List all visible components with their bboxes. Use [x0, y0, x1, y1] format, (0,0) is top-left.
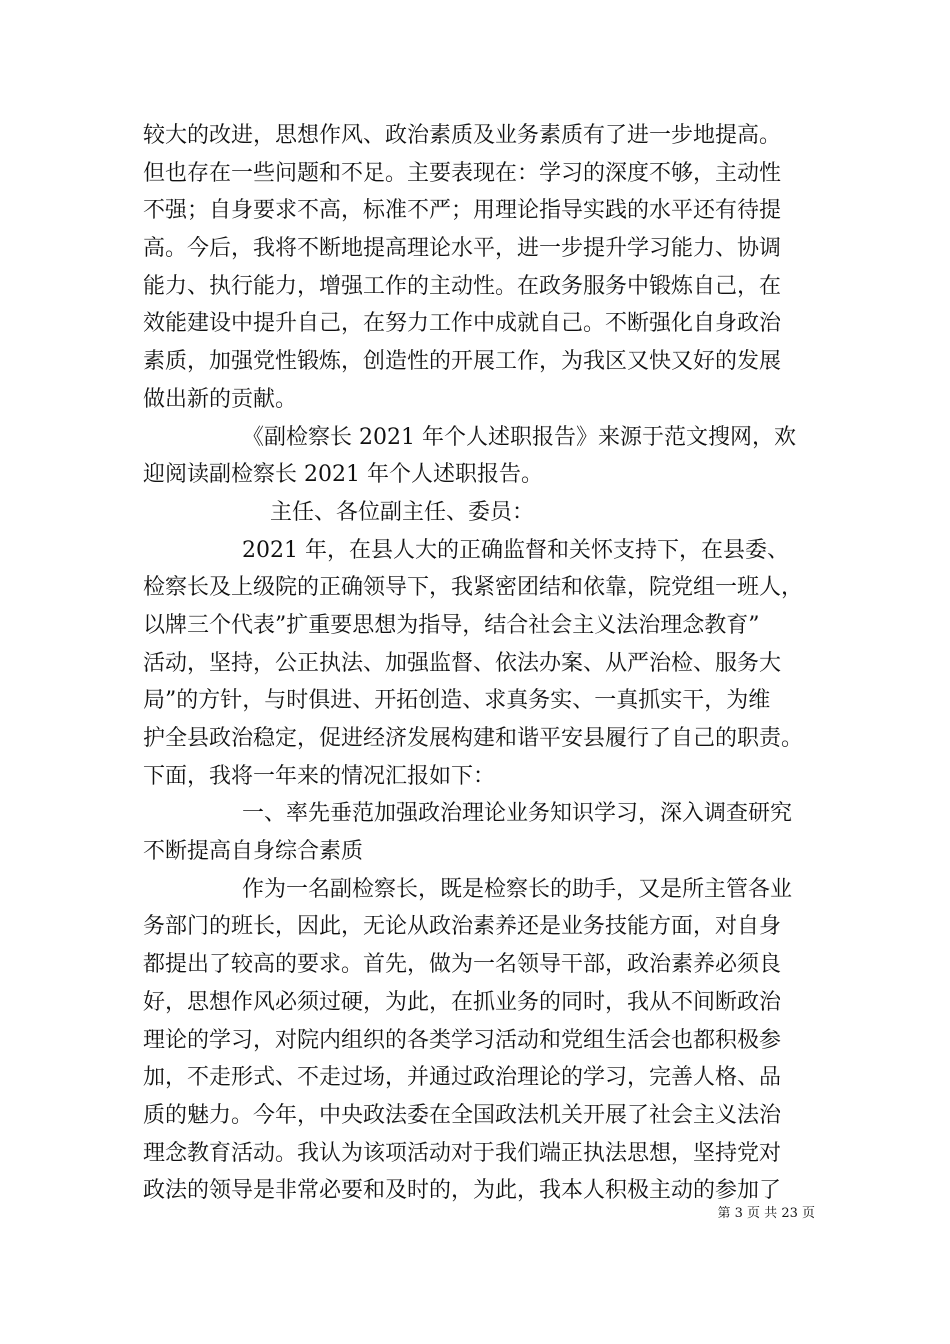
text-line: 加，不走形式、不走过场，并通过政治理论的学习，完善人格、品	[143, 1065, 782, 1091]
section-heading: 不断提高自身综合素质	[143, 839, 364, 865]
text-line: 做出新的贡献。	[143, 386, 298, 412]
source-note-line: 迎阅读副检察长 2021 年个人述职报告。	[143, 462, 543, 488]
page-number: 第 3 页 共 23 页	[717, 1206, 815, 1221]
text-line: 2021 年，在县人大的正确监督和关怀支持下，在县委、	[242, 537, 789, 563]
text-line: 效能建设中提升自己，在努力工作中成就自己。不断强化自身政治	[143, 311, 782, 337]
text-line: 都提出了较高的要求。首先，做为一名领导干部，政治素养必须良	[143, 952, 782, 978]
text-line: 局”的方针，与时俱进、开拓创造、求真务实、一真抓实干，为维	[143, 688, 771, 714]
text-line: 但也存在一些问题和不足。主要表现在：学习的深度不够，主动性	[143, 160, 782, 186]
source-note-line: 《副检察长 2021 年个人述职报告》来源于范文搜网，欢	[242, 424, 796, 450]
salutation: 主任、各位副主任、委员：	[270, 499, 535, 525]
text-line: 能力、执行能力，增强工作的主动性。在政务服务中锻炼自己，在	[143, 273, 782, 299]
text-line: 理论的学习，对院内组织的各类学习活动和党组生活会也都积极参	[143, 1027, 782, 1053]
text-line: 检察长及上级院的正确领导下，我紧密团结和依靠，院党组一班人，	[143, 575, 804, 601]
document-body	[143, 117, 815, 1210]
text-line: 政法的领导是非常必要和及时的，为此，我本人积极主动的参加了	[143, 1178, 782, 1204]
text-line: 务部门的班长，因此，无论从政治素养还是业务技能方面，对自身	[143, 914, 782, 940]
text-line: 下面，我将一年来的情况汇报如下：	[143, 763, 496, 789]
text-line: 好，思想作风必须过硬，为此，在抓业务的同时，我从不间断政治	[143, 989, 782, 1015]
text-line: 活动，坚持，公正执法、加强监督、依法办案、从严治检、服务大	[143, 650, 782, 676]
text-line: 作为一名副检察长，既是检察长的助手，又是所主管各业	[242, 876, 793, 902]
text-line: 护全县政治稳定，促进经济发展构建和谐平安县履行了自己的职责。	[143, 726, 804, 751]
text-line: 理念教育活动。我认为该项活动对于我们端正执法思想，坚持党对	[143, 1140, 782, 1166]
text-line: 素质，加强党性锻炼，创造性的开展工作，为我区又快又好的发展	[143, 349, 782, 375]
text-line: 不强；自身要求不高，标准不严；用理论指导实践的水平还有待提	[143, 198, 782, 224]
text-line: 以牌三个代表”扩重要思想为指导，结合社会主义法治理念教育”	[143, 612, 760, 638]
text-line: 质的魅力。今年，中央政法委在全国政法机关开展了社会主义法治	[143, 1102, 782, 1128]
text-line: 高。今后，我将不断地提高理论水平，进一步提升学习能力、协调	[143, 236, 782, 262]
section-heading: 一、率先垂范加强政治理论业务知识学习，深入调查研究	[242, 801, 793, 827]
text-line: 较大的改进，思想作风、政治素质及业务素质有了进一步地提高。	[143, 123, 782, 148]
